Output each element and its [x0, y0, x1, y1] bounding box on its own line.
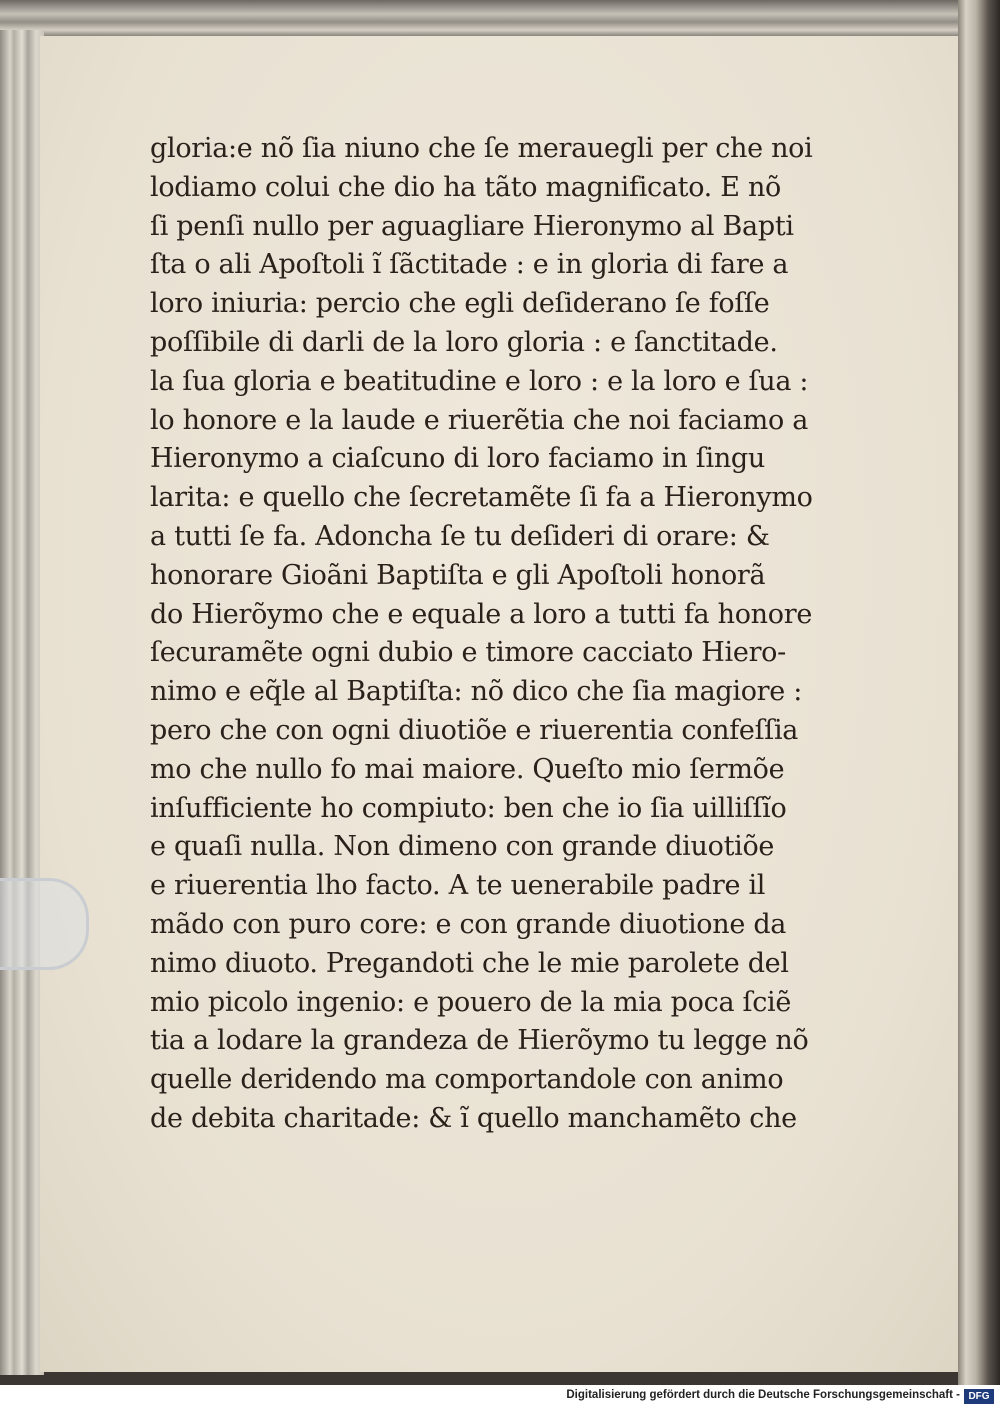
text-line: lo honore e la laude e riuerẽtia che noi faciamo a	[150, 404, 809, 436]
dfg-logo: DFG	[964, 1389, 994, 1404]
text-line: e quaſi nulla. Non dimeno con grande diuotiõe	[150, 831, 775, 863]
funding-credit: Digitalisierung gefördert durch die Deutsche Forschungsgemeinschaft -	[566, 1389, 960, 1401]
text-line: ſecuramẽte ogni dubio e timore cacciato Hiero-	[150, 637, 786, 669]
text-line: Hieronymo a ciaſcuno di loro faciamo in ſingu	[150, 443, 765, 475]
page-text	[150, 130, 850, 1139]
text-line: mo che nullo fo mai maiore. Queſto mio ſermõe	[150, 753, 785, 785]
text-line: poſſibile di darli de la loro gloria : e ſanctitade.	[150, 326, 778, 358]
text-line: lodiamo colui che dio ha tãto magnificato. E nõ	[150, 171, 781, 203]
text-line: a tutti ſe fa. Adoncha ſe tu deſideri di orare: &	[150, 520, 770, 552]
text-line: do Hierõymo che e equale a loro a tutti fa honore	[150, 598, 813, 630]
text-line: ſi penſi nullo per aguagliare Hieronymo al Bapti	[150, 210, 794, 242]
text-line: nimo diuoto. Pregandoti che le mie parolete del	[150, 947, 789, 979]
text-line: la ſua gloria e beatitudine e loro : e la loro e ſua :	[150, 365, 809, 397]
page-stack-edge	[0, 30, 44, 1375]
text-line: mãdo con puro core: e con grande diuotione da	[150, 908, 787, 940]
text-line: loro iniuria: percio che egli deſiderano ſe foſſe	[150, 288, 770, 320]
text-line: mio picolo ingenio: e pouero de la mia poca ſciẽ	[150, 986, 792, 1018]
text-line: nimo e eq̃le al Baptiſta: nõ dico che ſia magiore :	[150, 676, 803, 708]
text-line: e riuerentia lho facto. A te uenerabile padre il	[150, 870, 766, 902]
text-line: tia a lodare la grandeza de Hierõymo tu legge nõ	[150, 1025, 809, 1057]
book-top-edge	[0, 0, 1000, 36]
text-line: larita: e quello che ſecretamẽte ſi fa a Hieronymo	[150, 482, 813, 514]
footer-bar	[0, 1385, 1000, 1409]
text-line: ſta o ali Apoſtoli ĩ ſãctitade : e in gloria di fare a	[150, 249, 789, 281]
text-line: honorare Gioãni Baptiſta e gli Apoſtoli honorã	[150, 559, 766, 591]
page-clip	[0, 878, 89, 970]
text-line: de debita charitade: & ĩ quello manchamẽto che	[150, 1102, 797, 1134]
text-line: gloria:e nõ ſia niuno che ſe merauegli per che noi	[150, 133, 813, 164]
text-line: inſufficiente ho compiuto: ben che io ſia uilliſſĩo	[150, 792, 787, 824]
text-line: quelle deridendo ma comportandole con animo	[150, 1064, 784, 1096]
text-line: pero che con ogni diuotiõe e riuerentia confeſſia	[150, 714, 799, 746]
book-right-edge	[958, 0, 1000, 1385]
